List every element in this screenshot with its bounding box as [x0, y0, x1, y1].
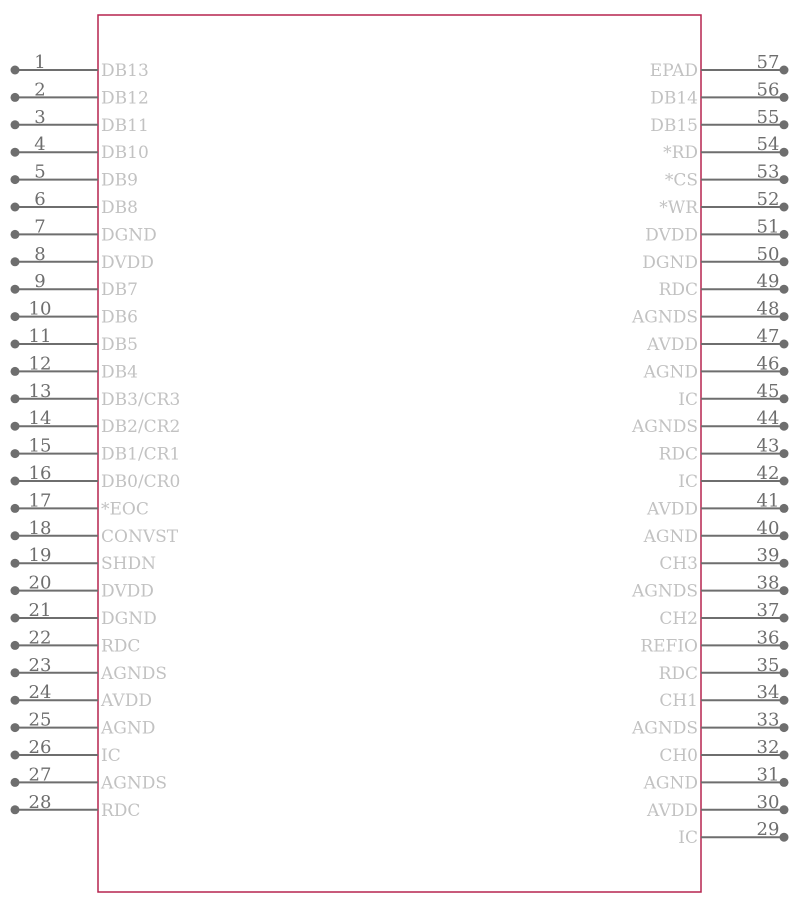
- left-pin-name: DB13: [101, 61, 149, 81]
- left-pin-name: DB4: [101, 362, 138, 383]
- right-pin: [650, 107, 788, 136]
- right-pin-number: 57: [756, 52, 780, 73]
- left-pin-endpoint: [11, 120, 20, 129]
- right-pin-endpoint: [780, 833, 789, 842]
- right-pin-number: 35: [756, 654, 780, 676]
- right-pin-name: RDC: [658, 663, 698, 684]
- right-pin-endpoint: [780, 340, 789, 349]
- right-pin-name: EPAD: [649, 61, 698, 81]
- left-pin-endpoint: [11, 449, 20, 458]
- right-pin-number: 36: [756, 627, 780, 649]
- right-pin-name: AGNDS: [631, 581, 698, 602]
- right-pin-name: IC: [678, 389, 698, 410]
- right-pin: [659, 545, 788, 574]
- left-pin: [11, 244, 154, 273]
- left-pin-endpoint: [11, 312, 20, 321]
- right-pin: [646, 326, 788, 355]
- right-pin-endpoint: [780, 93, 789, 102]
- left-pin-number: 15: [28, 435, 52, 457]
- right-pin: [646, 490, 788, 519]
- left-pin-number: 22: [28, 627, 52, 649]
- left-pin-name: AGNDS: [101, 773, 168, 794]
- right-pin-number: 46: [756, 353, 780, 375]
- left-pin-number: 13: [28, 380, 52, 402]
- left-pin-endpoint: [11, 778, 20, 787]
- left-pin-number: 27: [28, 764, 52, 786]
- left-pin-endpoint: [11, 668, 20, 677]
- right-pin: [645, 216, 788, 245]
- left-pin-number: 23: [28, 654, 52, 676]
- left-pin-endpoint: [11, 805, 20, 814]
- right-pin: [678, 819, 788, 848]
- right-pin-endpoint: [780, 614, 789, 623]
- left-pin: [11, 792, 141, 821]
- right-pin-number: 44: [756, 408, 780, 430]
- left-pin-name: DB10: [101, 143, 149, 164]
- left-pin-endpoint: [11, 586, 20, 595]
- left-pin-number: 2: [34, 79, 46, 101]
- right-pin-number: 38: [756, 572, 780, 594]
- right-pin-endpoint: [780, 586, 789, 595]
- right-pin-number: 40: [756, 517, 780, 539]
- left-pin-number: 1: [34, 52, 46, 73]
- right-pin-number: 52: [756, 189, 780, 210]
- right-pin-name: AGND: [643, 526, 698, 547]
- right-pin-name: RDC: [658, 444, 698, 465]
- right-pin-name: IC: [678, 828, 698, 849]
- right-pin-number: 41: [756, 490, 780, 512]
- right-pin-endpoint: [780, 477, 789, 486]
- left-pin-name: DGND: [101, 225, 157, 246]
- right-pin-endpoint: [780, 504, 789, 513]
- left-pin: [11, 299, 138, 328]
- left-pin-name: DVDD: [101, 581, 154, 602]
- right-pin-number: 50: [756, 243, 780, 265]
- left-pin: [11, 408, 181, 437]
- left-pin-name: IC: [101, 746, 121, 766]
- right-pin-endpoint: [780, 230, 789, 239]
- left-pin: [11, 463, 181, 492]
- left-pin-number: 21: [28, 600, 52, 621]
- right-pin: [678, 381, 788, 410]
- left-pin-endpoint: [11, 559, 20, 568]
- right-pin-name: AGNDS: [631, 417, 698, 438]
- right-pin: [646, 792, 788, 821]
- left-pin: [11, 545, 157, 574]
- right-pin-number: 54: [756, 134, 780, 156]
- left-pin-number: 12: [28, 353, 52, 375]
- right-pin: [659, 655, 789, 684]
- left-pin-name: DVDD: [101, 252, 154, 273]
- right-pin-endpoint: [780, 285, 789, 294]
- right-pin-endpoint: [780, 66, 789, 75]
- left-pin: [11, 326, 138, 355]
- right-pin-endpoint: [780, 531, 789, 540]
- left-pin-endpoint: [11, 203, 20, 212]
- left-pin-endpoint: [11, 641, 20, 650]
- left-pin-name: CONVST: [101, 526, 179, 547]
- right-pin-number: 51: [756, 216, 780, 238]
- left-pin-name: DB11: [101, 115, 149, 136]
- left-pin-number: 24: [28, 682, 52, 704]
- right-pin-name: DVDD: [645, 225, 698, 246]
- left-pin-endpoint: [11, 175, 20, 184]
- right-pin-endpoint: [780, 367, 789, 376]
- left-pin-endpoint: [11, 614, 20, 623]
- left-pin-number: 8: [34, 243, 46, 265]
- right-pin-endpoint: [780, 805, 789, 814]
- left-pin-name: DB5: [101, 335, 138, 355]
- left-pin: [11, 627, 141, 656]
- left-pin-endpoint: [11, 422, 20, 431]
- right-pin-number: 47: [756, 326, 780, 347]
- left-pin-endpoint: [11, 504, 20, 513]
- left-pin-endpoint: [11, 751, 20, 760]
- right-pin-number: 31: [756, 764, 780, 786]
- left-pin-number: 16: [28, 463, 52, 484]
- right-pin-name: AGNDS: [631, 718, 698, 739]
- right-pin-endpoint: [780, 778, 789, 787]
- left-pin-number: 26: [28, 737, 52, 758]
- left-pin-endpoint: [11, 148, 20, 157]
- right-pin-name: DB14: [650, 88, 698, 109]
- left-pin: [11, 518, 179, 547]
- right-pin-number: 34: [756, 682, 780, 704]
- left-pin-number: 19: [28, 545, 52, 567]
- left-pin-group: [11, 52, 181, 821]
- left-pin-number: 14: [28, 408, 52, 430]
- right-pin-number: 45: [756, 380, 780, 402]
- right-pin-endpoint: [780, 312, 789, 321]
- left-pin-number: 4: [34, 134, 46, 156]
- right-pin-name: IC: [678, 472, 698, 492]
- right-pin: [642, 244, 788, 273]
- right-pin-name: AGND: [643, 773, 698, 794]
- right-pin-number: 37: [756, 600, 780, 621]
- left-pin-name: AGND: [101, 718, 156, 739]
- left-pin-name: SHDN: [101, 554, 156, 575]
- left-pin-name: DB1/CR1: [101, 444, 181, 465]
- left-pin: [11, 162, 138, 191]
- left-pin: [11, 52, 149, 81]
- right-pin-name: *WR: [659, 198, 698, 218]
- right-pin: [631, 710, 789, 739]
- right-pin-name: CH2: [659, 609, 698, 629]
- right-pin-endpoint: [780, 257, 789, 266]
- left-pin-number: 28: [28, 791, 52, 813]
- right-pin-endpoint: [780, 696, 789, 705]
- left-pin-name: *EOC: [101, 499, 149, 520]
- right-pin: [631, 408, 789, 437]
- right-pin-endpoint: [780, 203, 789, 212]
- left-pin-number: 20: [28, 572, 52, 594]
- right-pin-endpoint: [780, 148, 789, 157]
- left-pin-endpoint: [11, 257, 20, 266]
- right-pin: [659, 271, 789, 300]
- left-pin-number: 7: [34, 216, 46, 238]
- right-pin-name: DGND: [642, 252, 698, 273]
- right-pin: [659, 189, 788, 218]
- right-pin: [640, 627, 788, 656]
- right-pin-name: AVDD: [647, 335, 698, 355]
- left-pin-number: 11: [28, 326, 52, 347]
- right-pin: [643, 764, 789, 793]
- left-pin: [11, 490, 149, 519]
- left-pin-number: 9: [34, 271, 46, 293]
- right-pin-endpoint: [780, 175, 789, 184]
- right-pin: [678, 463, 788, 492]
- left-pin-name: DB9: [101, 170, 138, 191]
- right-pin-number: 53: [756, 161, 780, 183]
- right-pin-endpoint: [780, 422, 789, 431]
- left-pin-endpoint: [11, 723, 20, 732]
- right-pin: [643, 518, 789, 547]
- left-pin-name: DB2/CR2: [101, 417, 181, 438]
- right-pin: [643, 353, 789, 382]
- left-pin-number: 5: [34, 161, 46, 183]
- left-pin: [11, 436, 181, 465]
- right-pin: [659, 600, 788, 629]
- right-pin-name: AVDD: [647, 499, 698, 520]
- right-pin-endpoint: [780, 723, 789, 732]
- right-pin-name: DB15: [650, 115, 698, 136]
- left-pin: [11, 764, 168, 793]
- left-pin: [11, 737, 121, 766]
- right-pin-endpoint: [780, 394, 789, 403]
- right-pin-endpoint: [780, 449, 789, 458]
- right-pin-number: 33: [756, 709, 780, 731]
- left-pin: [11, 107, 149, 136]
- left-pin-endpoint: [11, 394, 20, 403]
- left-pin-number: 3: [34, 106, 46, 128]
- left-pin-endpoint: [11, 531, 20, 540]
- left-pin-endpoint: [11, 66, 20, 75]
- left-pin: [11, 134, 149, 163]
- right-pin-number: 30: [756, 791, 780, 813]
- right-pin-number: 48: [756, 298, 780, 320]
- left-pin: [11, 79, 149, 108]
- left-pin-name: AVDD: [101, 691, 152, 712]
- left-pin-number: 25: [28, 709, 52, 731]
- right-pin-name: CH1: [659, 691, 698, 712]
- left-pin-endpoint: [11, 285, 20, 294]
- left-pin-endpoint: [11, 340, 20, 349]
- right-pin: [650, 52, 789, 81]
- left-pin-number: 6: [34, 189, 46, 210]
- left-pin: [11, 573, 154, 602]
- right-pin-name: RDC: [658, 280, 698, 301]
- right-pin-group: [631, 52, 789, 848]
- left-pin-name: RDC: [101, 800, 141, 821]
- left-pin: [11, 271, 138, 300]
- component-body: [98, 15, 701, 892]
- left-pin-name: DB0/CR0: [101, 472, 181, 492]
- right-pin-number: 56: [756, 79, 780, 101]
- left-pin: [11, 353, 138, 382]
- right-pin: [659, 682, 788, 711]
- right-pin-endpoint: [780, 668, 789, 677]
- right-pin-name: *CS: [664, 170, 698, 191]
- right-pin-name: AGND: [643, 362, 698, 383]
- right-pin-name: CH3: [659, 554, 698, 575]
- right-pin-number: 32: [756, 737, 780, 758]
- right-pin-endpoint: [780, 751, 789, 760]
- right-pin-number: 55: [756, 106, 780, 128]
- left-pin-name: DB6: [101, 307, 138, 328]
- left-pin-endpoint: [11, 696, 20, 705]
- left-pin-number: 17: [28, 490, 52, 512]
- left-pin-name: DB7: [101, 280, 138, 301]
- right-pin: [631, 573, 789, 602]
- right-pin: [659, 436, 789, 465]
- left-pin-name: DGND: [101, 609, 157, 629]
- right-pin-number: 42: [756, 463, 780, 484]
- left-pin: [11, 216, 157, 245]
- right-pin-endpoint: [780, 559, 789, 568]
- right-pin: [663, 134, 788, 163]
- right-pin-number: 43: [756, 435, 780, 457]
- left-pin-name: DB3/CR3: [101, 389, 181, 410]
- left-pin: [11, 682, 152, 711]
- right-pin-number: 39: [756, 545, 780, 567]
- right-pin: [631, 299, 789, 328]
- left-pin-number: 10: [28, 298, 52, 320]
- left-pin: [11, 655, 168, 684]
- right-pin-name: CH0: [659, 746, 698, 766]
- left-pin: [11, 600, 157, 629]
- left-pin-endpoint: [11, 230, 20, 239]
- left-pin-number: 18: [28, 517, 52, 539]
- right-pin-endpoint: [780, 641, 789, 650]
- left-pin: [11, 381, 181, 410]
- left-pin-name: RDC: [101, 636, 141, 657]
- left-pin-name: DB12: [101, 88, 149, 109]
- right-pin-name: AGNDS: [631, 307, 698, 328]
- left-pin: [11, 710, 156, 739]
- left-pin-name: AGNDS: [101, 663, 168, 684]
- right-pin: [650, 79, 788, 108]
- right-pin: [665, 162, 789, 191]
- right-pin-name: *RD: [663, 143, 698, 164]
- right-pin-endpoint: [780, 120, 789, 129]
- left-pin-name: DB8: [101, 198, 138, 218]
- right-pin-number: 29: [756, 819, 780, 841]
- right-pin: [659, 737, 788, 766]
- right-pin-name: REFIO: [640, 636, 698, 657]
- left-pin-endpoint: [11, 367, 20, 376]
- left-pin-endpoint: [11, 93, 20, 102]
- left-pin: [11, 189, 138, 218]
- right-pin-name: AVDD: [647, 800, 698, 821]
- right-pin-number: 49: [756, 271, 780, 293]
- left-pin-endpoint: [11, 477, 20, 486]
